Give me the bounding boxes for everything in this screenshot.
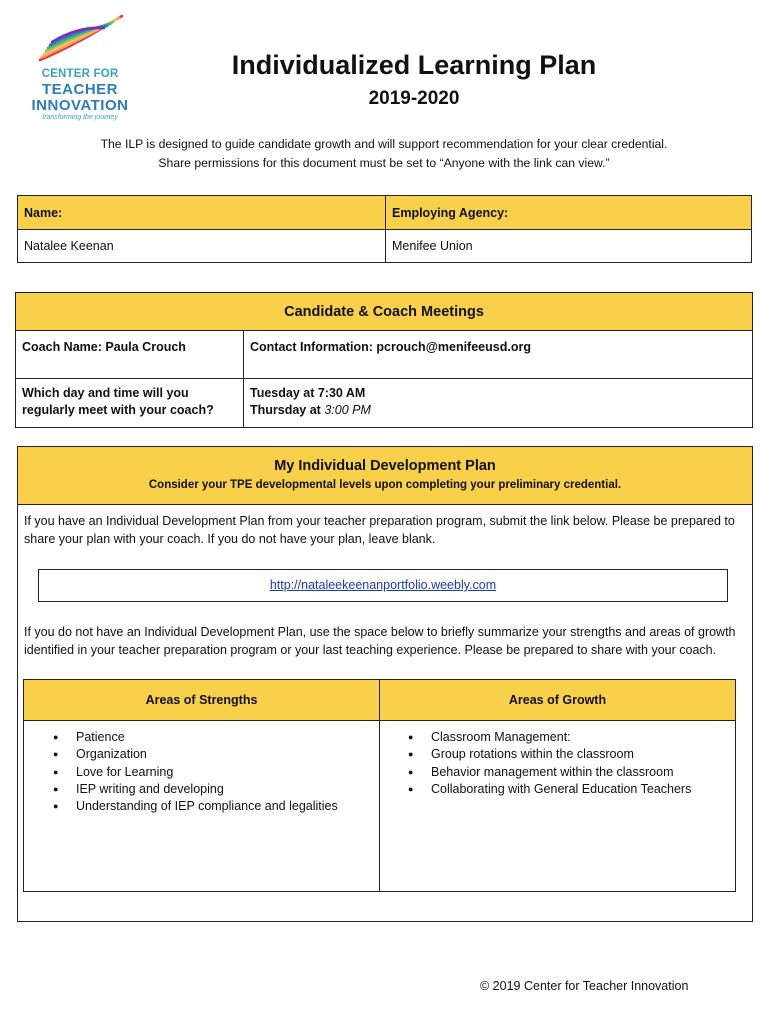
development-heading: My Individual Development Plan (274, 458, 496, 474)
meeting-time-2-prefix: Thursday at (250, 403, 325, 417)
coach-name: Coach Name: Paula Crouch (16, 331, 244, 379)
contact-info: Contact Information: pcrouch@menifeeusd.org (244, 331, 753, 379)
name-label: Name: (18, 196, 386, 230)
meeting-question: Which day and time will you regularly meet with your coach? (16, 379, 244, 428)
growth-item: ● Classroom Management: (431, 729, 729, 746)
meetings-table (15, 292, 753, 428)
strengths-header: Areas of Strengths (24, 680, 380, 721)
logo-line-3: INNOVATION (31, 97, 129, 114)
page-title: Individualized Learning Plan (231, 50, 597, 80)
growth-item: ● Behavior management within the classroom (431, 764, 729, 781)
development-plan-header (18, 447, 752, 505)
idp-link[interactable]: http://nataleekeenanportfolio.weebly.com (269, 578, 497, 592)
strength-item: ● Patience (76, 729, 373, 746)
growth-cell (380, 721, 736, 892)
strength-item: ● Organization (76, 746, 373, 763)
meeting-time-2-time: 3:00 PM (324, 403, 371, 417)
growth-list (386, 729, 729, 798)
candidate-table (17, 195, 752, 263)
logo-swoosh-icon (18, 10, 142, 70)
instruction-2: If you do not have an Individual Development Plan, use the space below to briefly summarize your strengths and areas of growth identified in your teacher preparation program or your last teaching experience. Please be prepared to share with your coach. (24, 625, 736, 657)
meetings-heading: Candidate & Coach Meetings (16, 293, 753, 331)
name-value: Natalee Keenan (18, 230, 386, 263)
cti-logo (18, 10, 142, 122)
agency-value: Menifee Union (386, 230, 752, 263)
growth-header: Areas of Growth (380, 680, 736, 721)
meeting-times (244, 379, 753, 428)
meeting-time-2 (250, 402, 746, 419)
meeting-time-1: Tuesday at 7:30 AM (250, 386, 366, 400)
agency-label: Employing Agency: (386, 196, 752, 230)
strength-item: ● Understanding of IEP compliance and legalities (76, 798, 373, 815)
strengths-growth-table (23, 679, 736, 892)
development-subheading: Consider your TPE developmental levels upon completing your preliminary credential. (148, 479, 622, 491)
logo-line-1: CENTER FOR (41, 68, 119, 80)
strengths-cell (24, 721, 380, 892)
growth-item: ● Group rotations within the classroom (431, 746, 729, 763)
strengths-list (30, 729, 373, 815)
idp-link-box (38, 569, 728, 602)
intro-line-1: The ILP is designed to guide candidate growth and will support recommendation for your clear credential. (100, 137, 668, 151)
logo-tagline: transforming the journey (42, 114, 118, 121)
copyright: © 2019 Center for Teacher Innovation (480, 979, 689, 993)
page-year: 2019-2020 (368, 88, 460, 109)
growth-item: ● Collaborating with General Education Teachers (431, 781, 729, 798)
strength-item: ● IEP writing and developing (76, 781, 373, 798)
intro-line-2: Share permissions for this document must be set to “Anyone with the link can view.” (158, 156, 610, 170)
strength-item: ● Love for Learning (76, 764, 373, 781)
instruction-1: If you have an Individual Development Plan from your teacher preparation program, submit the link below. Please be prepared to share your plan with your coach. If you do not have your plan, leave blank. (24, 514, 735, 546)
logo-line-2: TEACHER (41, 81, 118, 98)
